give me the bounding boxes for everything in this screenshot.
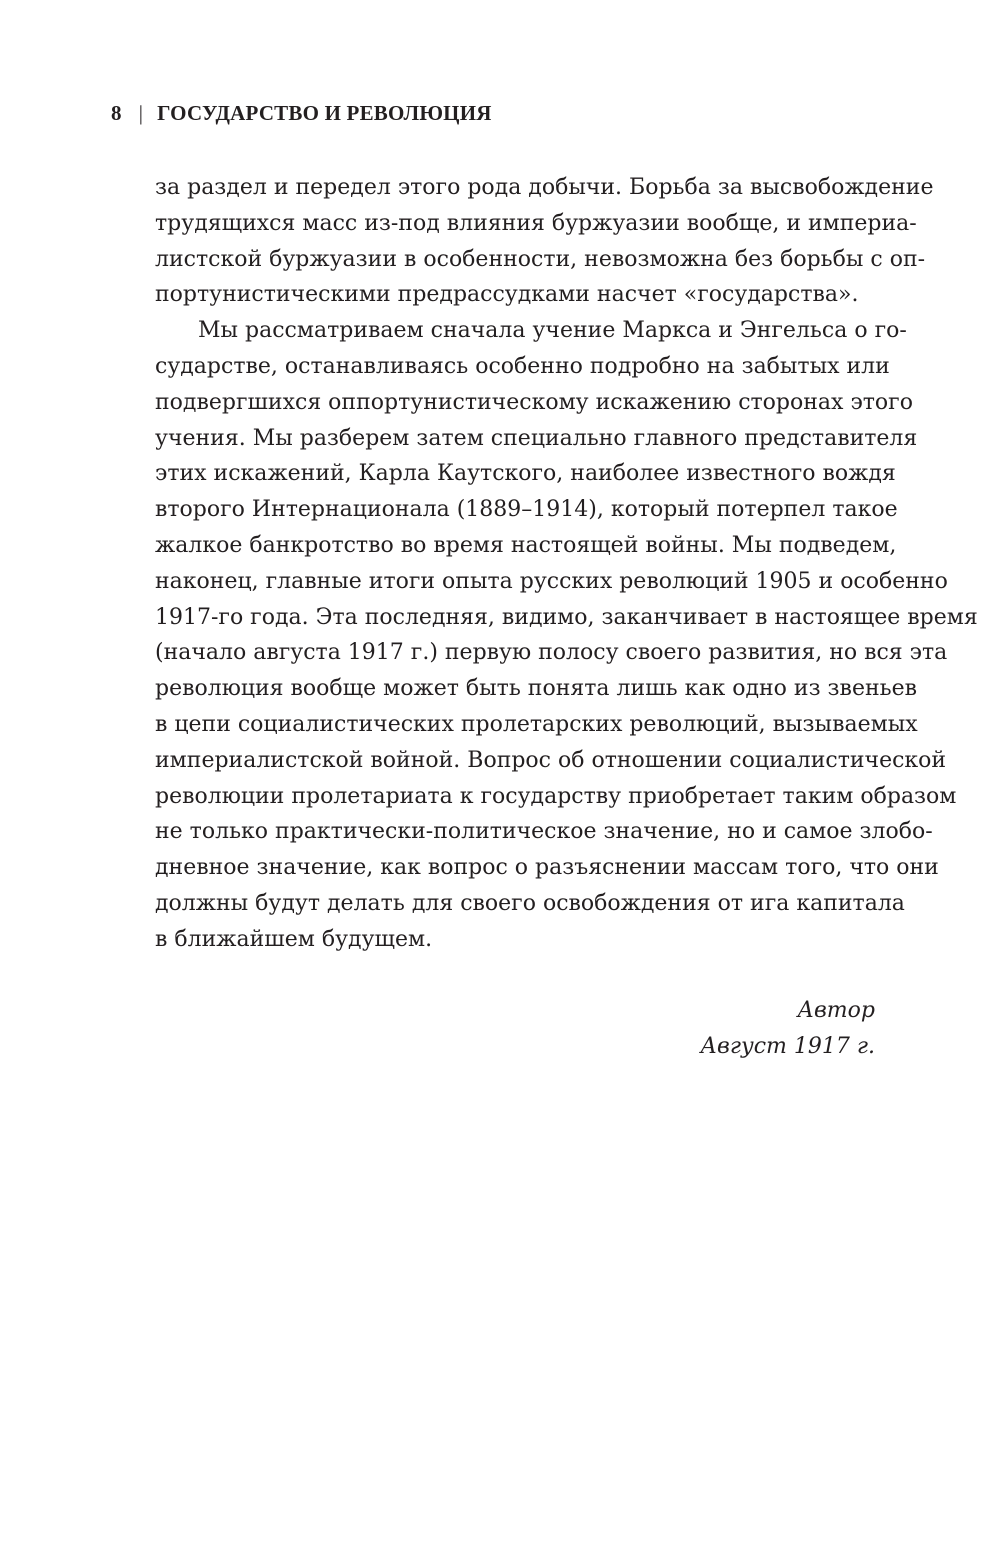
text-line: 1917-го года. Эта последняя, видимо, заканчивает в настоящее время <box>155 604 978 630</box>
text-line: второго Интернационала (1889–1914), который потерпел такое <box>155 497 898 523</box>
text-line: не только практически-политическое значение, но и самое злобо- <box>155 819 933 845</box>
text-line: за раздел и передел этого рода добычи. Борьба за высвобождение <box>155 175 934 200</box>
text-line: подвергшихся оппортунистическому искажению сторонах этого <box>155 389 913 415</box>
text-line: должны будут делать для своего освобождения от ига капитала <box>155 890 905 916</box>
text-line: (начало августа 1917 г.) первую полосу своего развития, но вся эта <box>155 640 948 666</box>
text-line: этих искажений, Карла Каутского, наиболее известного вождя <box>155 461 896 487</box>
paragraph <box>155 170 934 313</box>
body-text <box>155 170 978 958</box>
text-line: в цепи социалистических пролетарских революций, вызываемых <box>155 711 918 737</box>
text-line: дневное значение, как вопрос о разъяснении массам того, что они <box>155 855 939 881</box>
text-line: революции пролетариата к государству приобретает таким образом <box>155 783 957 809</box>
text-line: портунистическими предрассудками насчет «государства». <box>155 282 859 308</box>
text-line: революция вообще может быть понята лишь как одно из звеньев <box>155 676 918 702</box>
header-separator: | <box>138 101 144 125</box>
text-line: империалистской войной. Вопрос об отношении социалистической <box>155 747 947 773</box>
text-line: жалкое банкротство во время настоящей войны. Мы подведем, <box>155 532 897 558</box>
paragraph <box>155 313 978 957</box>
text-line: учения. Мы разберем затем специально главного представителя <box>155 425 918 451</box>
signature-author: Автор <box>797 998 875 1023</box>
text-line: листской буржуазии в особенности, невозможна без борьбы с оп- <box>155 246 926 272</box>
book-title: ГОСУДАРСТВО И РЕВОЛЮЦИЯ <box>157 101 492 125</box>
text-line: в ближайшем будущем. <box>155 926 433 952</box>
text-line: Мы рассматриваем сначала учение Маркса и Энгельса о го- <box>198 318 907 344</box>
text-line: сударстве, останавливаясь особенно подробно на забытых или <box>155 353 890 379</box>
signature-date: Август 1917 г. <box>700 1033 875 1059</box>
page-number: 8 <box>111 101 122 125</box>
text-line: наконец, главные итоги опыта русских революций 1905 и особенно <box>155 568 948 594</box>
running-header <box>111 101 492 126</box>
signature-block <box>700 993 875 1065</box>
text-line: трудящихся масс из-под влияния буржуазии вообще, и империа- <box>155 210 917 236</box>
